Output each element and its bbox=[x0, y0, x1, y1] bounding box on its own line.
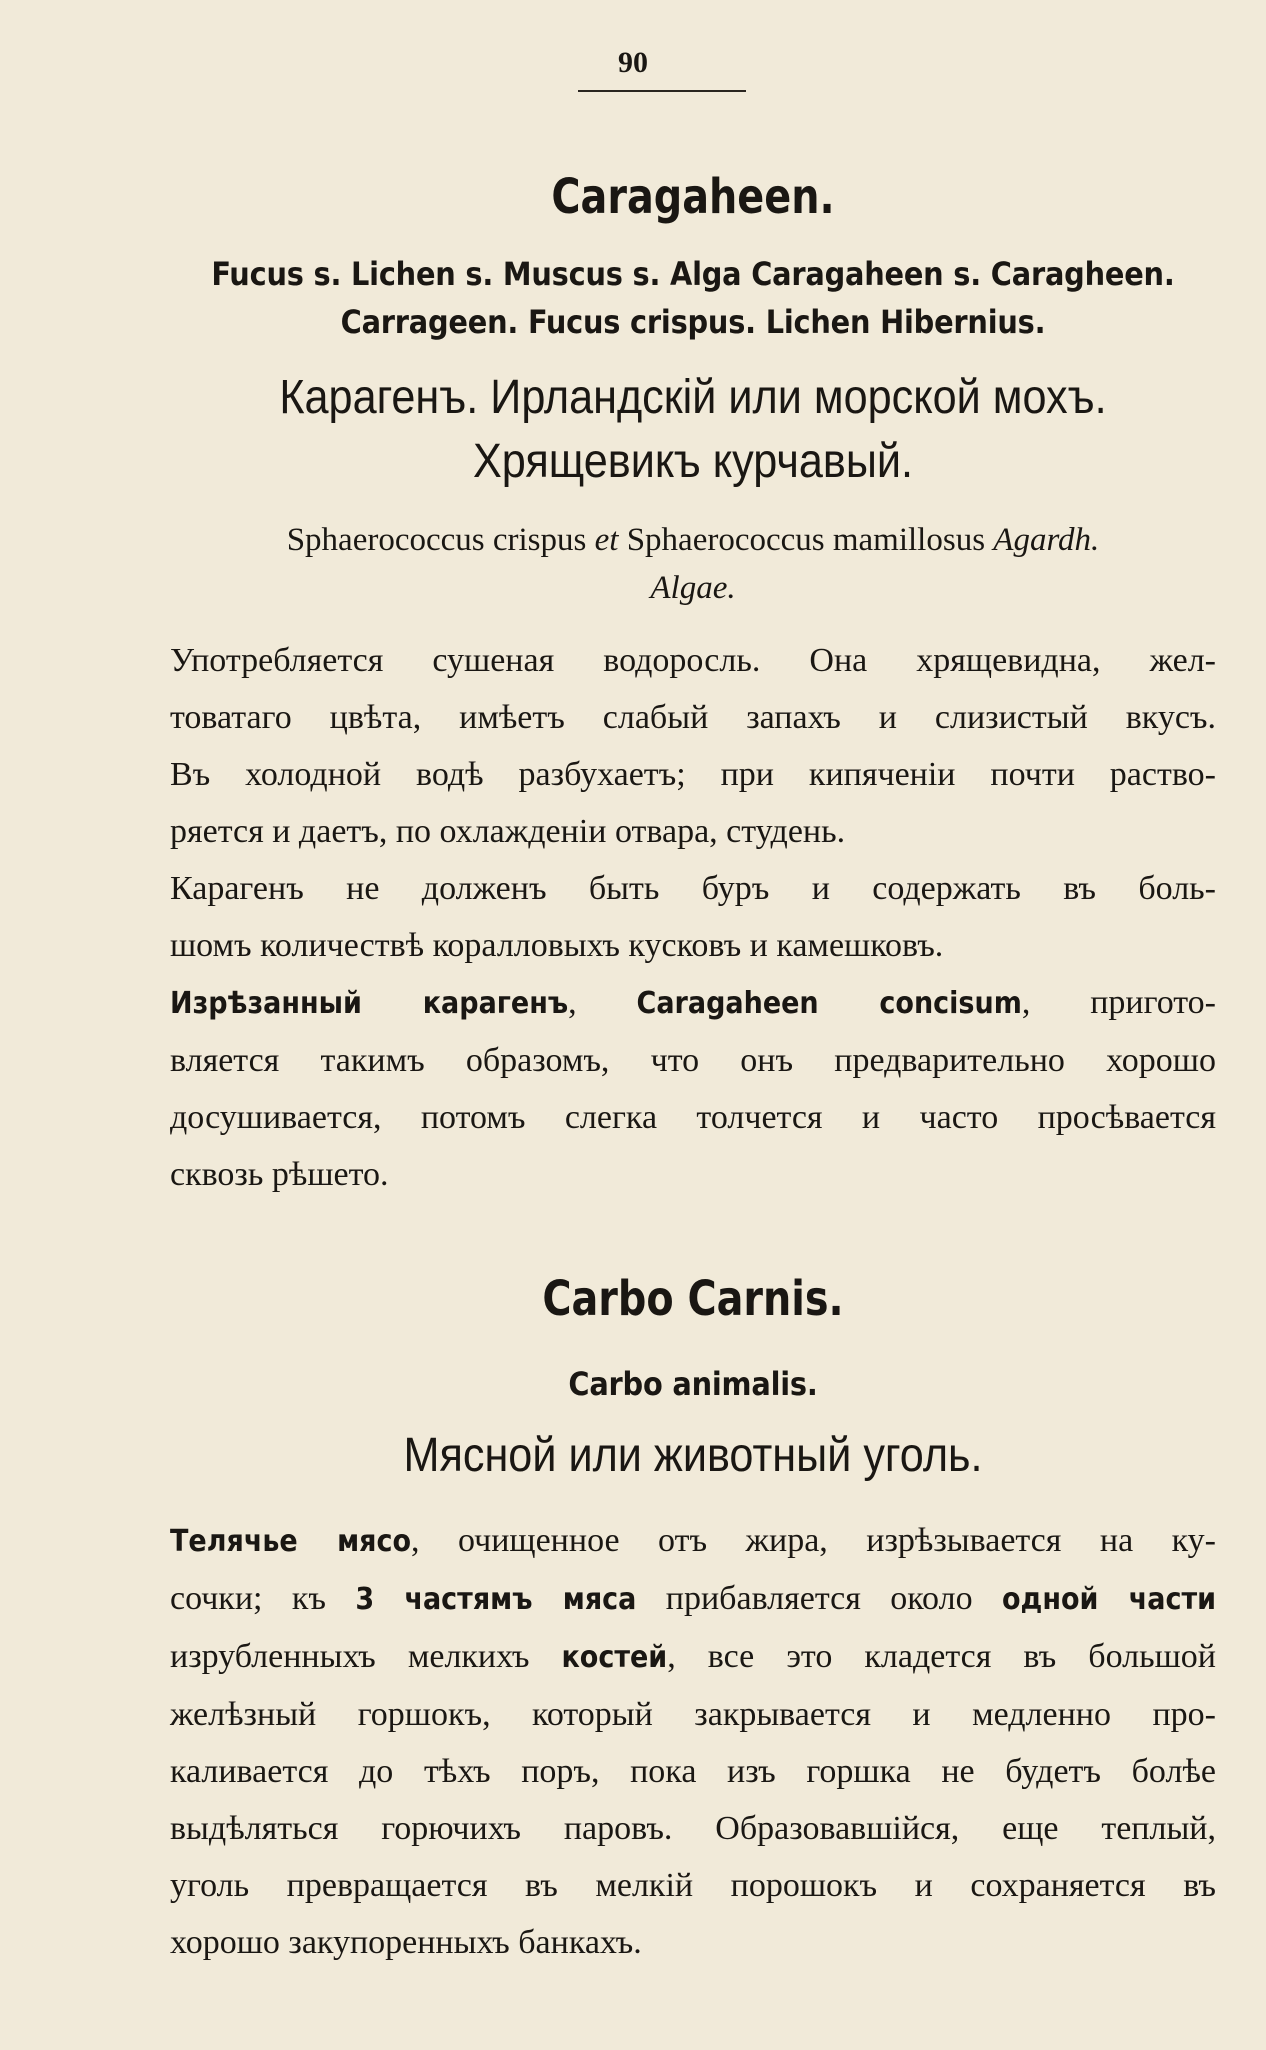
text-line: сквозь рѣшето. bbox=[170, 1156, 389, 1193]
species-author: Agardh. bbox=[993, 522, 1100, 558]
conjunction-et: et bbox=[594, 522, 619, 558]
paragraph-quality bbox=[170, 860, 1216, 974]
latin-synonyms-line-2: Carrageen. Fucus crispus. Lichen Hibernius. bbox=[340, 303, 1046, 341]
species-name-1: Sphaerococcus crispus bbox=[286, 522, 595, 558]
text-line: уголь превращается въ мелкiй порошокъ и сохраняется въ bbox=[170, 1867, 1216, 1904]
text-line: шомъ количествѣ коралловыхъ кусковъ и камешковъ. bbox=[170, 927, 944, 964]
text-line: вляется такимъ образомъ, что онъ предварительно хорошо bbox=[170, 1042, 1216, 1079]
bold-term: одной части bbox=[1001, 1582, 1217, 1617]
bold-term: Телячье мясо bbox=[170, 1524, 412, 1559]
text-line: ряется и даетъ, по охлажденiи отвара, студень. bbox=[170, 813, 846, 850]
latin-synonyms bbox=[170, 250, 1216, 346]
text-line: выдѣляться горючихъ паровъ. Образовавшiйся, еще теплый, bbox=[170, 1810, 1216, 1847]
botanical-class: Algae. bbox=[650, 570, 736, 606]
botanical-source bbox=[170, 516, 1216, 612]
russian-name-line-1: Карагенъ. Ирландскiй или морской мохъ. bbox=[279, 371, 1107, 424]
text-line: каливается до тѣхъ поръ, пока изъ горшка не будетъ болѣе bbox=[170, 1753, 1216, 1790]
text-line: сочки; къ 3 частямъ мяса прибавляется около одной части bbox=[170, 1580, 1217, 1617]
text-line: товатаго цвѣта, имѣетъ слабый запахъ и слизистый вкусъ. bbox=[170, 699, 1216, 736]
latin-synonym-carbo-animalis: Carbo animalis. bbox=[568, 1365, 818, 1403]
bold-term: костей bbox=[561, 1640, 668, 1675]
bold-term: Caragaheen concisum bbox=[636, 986, 1022, 1021]
russian-name-carbo: Мясной или животный уголь. bbox=[403, 1429, 983, 1482]
text-line: Употребляется сушеная водоросль. Она хрящевидна, жел- bbox=[170, 642, 1216, 679]
section-title-caragaheen: Caragaheen. bbox=[551, 169, 835, 225]
paragraph-preparation bbox=[170, 1512, 1216, 1971]
text-line: хорошо закупоренныхъ банкахъ. bbox=[170, 1924, 642, 1961]
text-line: Въ холодной водѣ разбухаетъ; при кипяченiи почти раство- bbox=[170, 756, 1216, 793]
russian-name-line-2: Хрящевикъ курчавый. bbox=[472, 435, 914, 488]
text-line: досушивается, потомъ слегка толчется и часто просѣвается bbox=[170, 1099, 1216, 1136]
text-line: изрубленныхъ мелкихъ костей, все это кладется въ большой bbox=[170, 1638, 1216, 1675]
species-name-2: Sphaerococcus mamillosus bbox=[618, 522, 994, 558]
paragraph-cut-caragaheen bbox=[170, 974, 1216, 1203]
section-title-carbo-carnis: Carbo Carnis. bbox=[542, 1271, 844, 1327]
text-line: Карагенъ не долженъ быть буръ и содержать въ боль- bbox=[170, 870, 1216, 907]
text-line: желѣзный горшокъ, который закрывается и медленно про- bbox=[170, 1696, 1216, 1733]
russian-name-heading bbox=[222, 366, 1163, 494]
text-line: Телячье мясо, очищенное отъ жира, изрѣзывается на ку- bbox=[170, 1522, 1216, 1559]
latin-synonyms-line-1: Fucus s. Lichen s. Muscus s. Alga Caragaheen s. Caragheen. bbox=[211, 255, 1175, 293]
bold-term: 3 частямъ мяса bbox=[355, 1582, 637, 1617]
text-line: Изрѣзанный карагенъ, Caragaheen concisum, пригото- bbox=[170, 984, 1216, 1021]
page-number: 90 bbox=[618, 46, 648, 79]
paragraph-description bbox=[170, 632, 1216, 860]
botanical-source-line-1 bbox=[170, 516, 1216, 564]
bold-term: Изрѣзанный карагенъ bbox=[170, 986, 569, 1021]
page-number-rule bbox=[578, 90, 746, 92]
